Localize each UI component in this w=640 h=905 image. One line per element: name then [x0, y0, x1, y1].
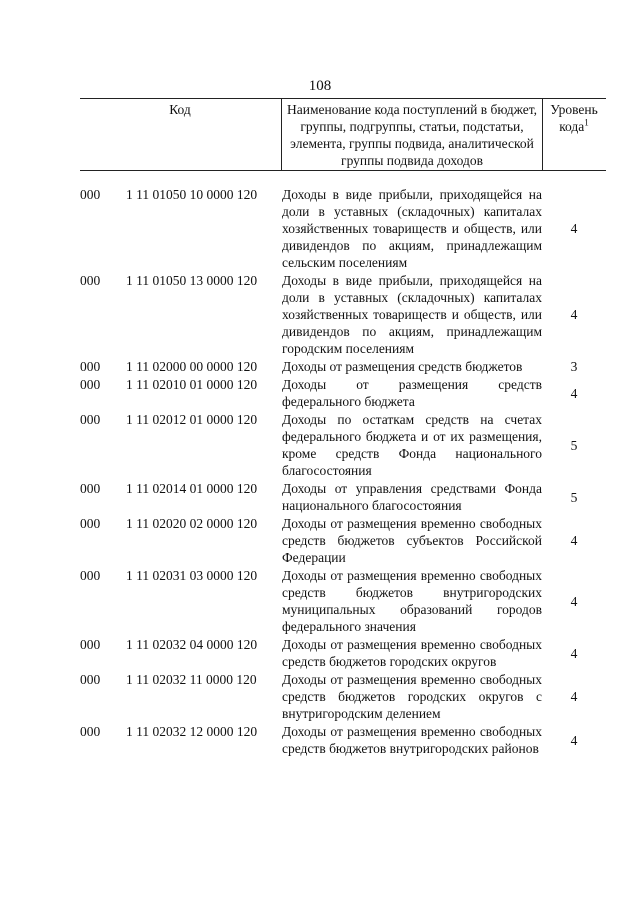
row-code: 1 11 02000 00 0000 120	[126, 359, 258, 374]
row-admin-code: 000	[80, 273, 101, 288]
page-number: 108	[308, 78, 332, 94]
table-row	[80, 376, 606, 410]
row-level: 4	[570, 593, 578, 609]
row-level: 4	[570, 533, 578, 548]
row-code: 1 11 02032 12 0000 120	[126, 724, 258, 739]
header-level-footnote: 1	[584, 117, 589, 128]
row-admin-code: 000	[80, 412, 101, 427]
row-admin-code: 000	[80, 481, 101, 496]
row-level: 5	[570, 489, 578, 505]
row-code: 1 11 02032 11 0000 120	[126, 672, 257, 687]
header-code: Код	[169, 102, 191, 117]
row-name: Доходы от размещения временно свободных средств бюджетов городских округов	[282, 637, 542, 669]
row-name: Доходы от размещения временно свободных средств бюджетов городских округов с внутригородским делением	[282, 672, 542, 721]
row-code: 1 11 02014 01 0000 120	[126, 481, 258, 496]
row-admin-code: 000	[80, 724, 101, 739]
row-name: Доходы по остаткам средств на счетах федерального бюджета и от их размещения, кроме средств Фонда национального благосостояния	[282, 412, 542, 478]
row-code: 1 11 02032 04 0000 120	[126, 637, 258, 652]
row-name: Доходы в виде прибыли, приходящейся на доли в уставных (складочных) капиталах хозяйственных товариществ и обществ, или дивидендов по акциям, принадлежащим сельским поселениям	[282, 187, 542, 270]
header-level-label: Уровень кода	[550, 102, 598, 134]
table-row	[80, 723, 606, 757]
table-row	[80, 515, 606, 566]
row-name: Доходы от размещения средств федерального бюджета	[282, 377, 542, 409]
header-name: Наименование кода поступлений в бюджет, группы, подгруппы, статьи, подстатьи, элемента, группы подвида, аналитической группы подвида доходов	[286, 102, 537, 168]
row-name: Доходы от размещения средств бюджетов	[282, 359, 523, 374]
row-level: 3	[570, 359, 578, 374]
row-admin-code: 000	[80, 359, 101, 374]
row-name: Доходы от размещения временно свободных средств бюджетов внутригородских районов	[282, 724, 542, 756]
table-row	[80, 671, 606, 722]
table-row	[80, 636, 606, 670]
row-code: 1 11 01050 10 0000 120	[126, 187, 258, 202]
row-code: 1 11 01050 13 0000 120	[126, 273, 258, 288]
row-level: 4	[570, 645, 578, 661]
header-level	[542, 101, 606, 135]
table-row	[80, 411, 606, 479]
row-name: Доходы в виде прибыли, приходящейся на доли в уставных (складочных) капиталах хозяйственных товариществ и обществ, или дивидендов по акциям, принадлежащим городским поселениям	[282, 273, 542, 356]
row-admin-code: 000	[80, 187, 101, 202]
table-row	[80, 186, 606, 271]
row-name: Доходы от управления средствами Фонда национального благосостояния	[282, 481, 542, 513]
row-level: 4	[570, 689, 578, 704]
row-name: Доходы от размещения временно свободных средств бюджетов субъектов Российской Федерации	[282, 516, 542, 565]
table-row	[80, 480, 606, 514]
row-admin-code: 000	[80, 672, 101, 687]
row-code: 1 11 02012 01 0000 120	[126, 412, 258, 427]
row-admin-code: 000	[80, 377, 101, 392]
row-admin-code: 000	[80, 568, 101, 583]
row-level: 4	[570, 307, 578, 322]
row-level: 4	[570, 385, 578, 401]
row-level: 4	[570, 732, 578, 748]
table-header	[80, 98, 606, 171]
table-row	[80, 567, 606, 635]
row-code: 1 11 02020 02 0000 120	[126, 516, 258, 531]
row-admin-code: 000	[80, 637, 101, 652]
row-level: 5	[570, 437, 578, 453]
row-name: Доходы от размещения временно свободных средств бюджетов внутригородских муниципальных образований городов федерального значения	[282, 568, 542, 634]
row-code: 1 11 02010 01 0000 120	[126, 377, 258, 392]
table-row	[80, 358, 606, 375]
table-row	[80, 272, 606, 357]
row-level: 4	[570, 221, 578, 236]
row-admin-code: 000	[80, 516, 101, 531]
row-code: 1 11 02031 03 0000 120	[126, 568, 258, 583]
table-body	[80, 186, 606, 758]
